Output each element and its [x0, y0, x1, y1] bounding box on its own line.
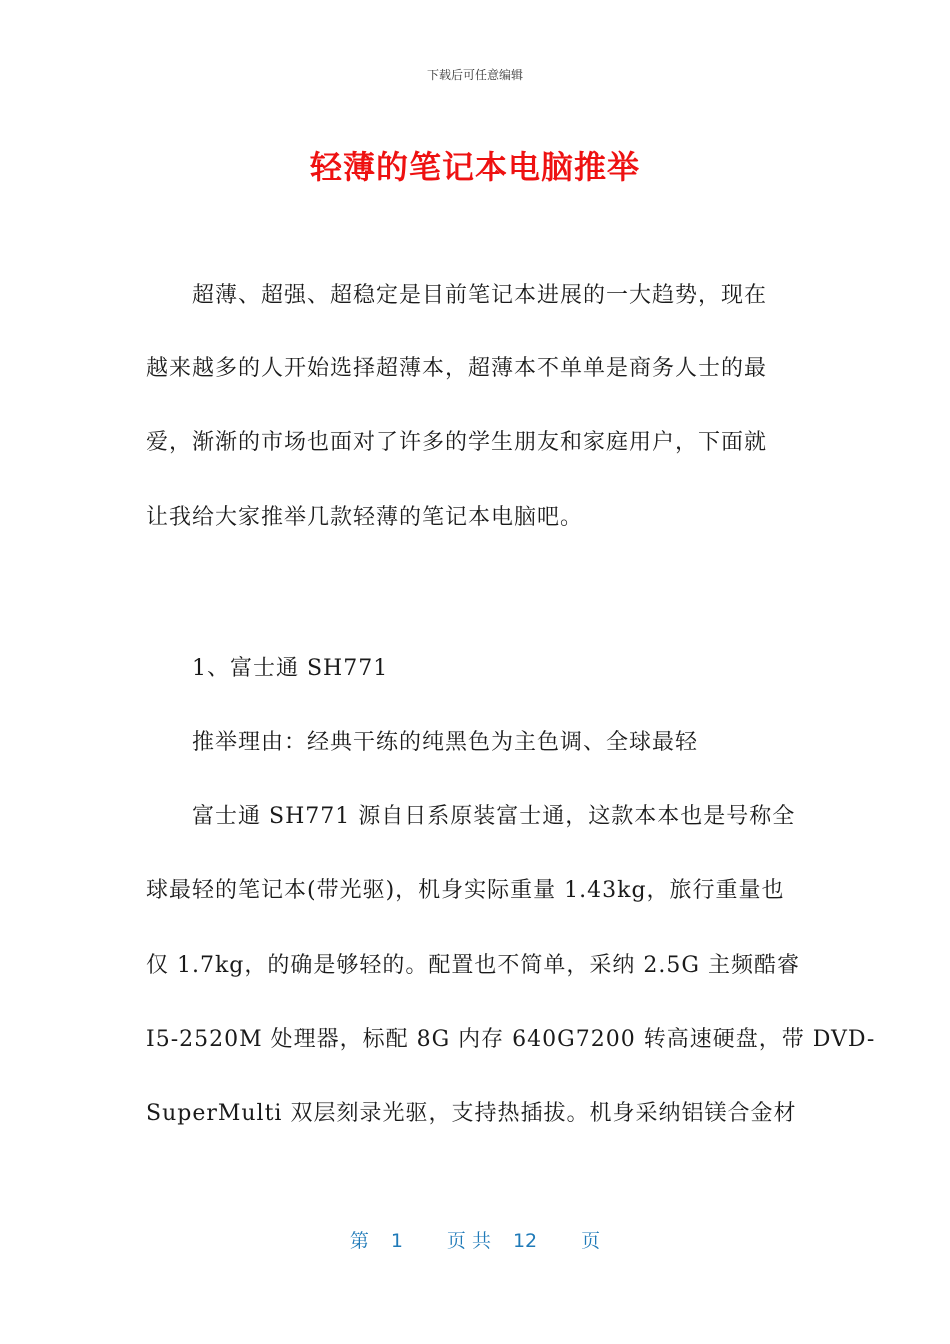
body-line-4: I5-2520M 处理器，标配 8G 内存 640G7200 转高速硬盘，带 DVD- — [146, 1027, 876, 1052]
footer-total-pages: 12 — [512, 1230, 538, 1252]
footer-prefix: 第 — [349, 1230, 369, 1252]
body-line-5: SuperMulti 双层刻录光驱，支持热插拔。机身采纳铝镁合金材 — [146, 1101, 797, 1126]
intro-line-1: 超薄、超强、超稳定是目前笔记本进展的一大趋势，现在 — [192, 283, 768, 308]
footer-mid: 页 共 — [446, 1230, 491, 1252]
section-reason: 推举理由：经典干练的纯黑色为主色调、全球最轻 — [192, 730, 699, 755]
intro-line-3: 爱，渐渐的市场也面对了许多的学生朋友和家庭用户，下面就 — [146, 430, 768, 455]
body-line-1: 富士通 SH771 源自日系原装富士通，这款本本也是号称全 — [192, 804, 796, 829]
document-title: 轻薄的笔记本电脑推举 — [309, 148, 640, 186]
page-footer — [0, 1226, 950, 1253]
body-line-3: 仅 1.7kg，的确是够轻的。配置也不简单，采纳 2.5G 主频酷睿 — [146, 953, 800, 978]
section-heading: 1、富士通 SH771 — [192, 656, 389, 681]
intro-line-2: 越来越多的人开始选择超薄本，超薄本不单单是商务人士的最 — [146, 356, 768, 381]
intro-line-4: 让我给大家推举几款轻薄的笔记本电脑吧。 — [146, 505, 584, 530]
body-line-2: 球最轻的笔记本(带光驱)，机身实际重量 1.43kg，旅行重量也 — [146, 878, 785, 903]
footer-page-number: 1 — [390, 1230, 403, 1252]
header-note: 下载后可任意编辑 — [426, 68, 523, 82]
footer-suffix: 页 — [581, 1230, 601, 1252]
